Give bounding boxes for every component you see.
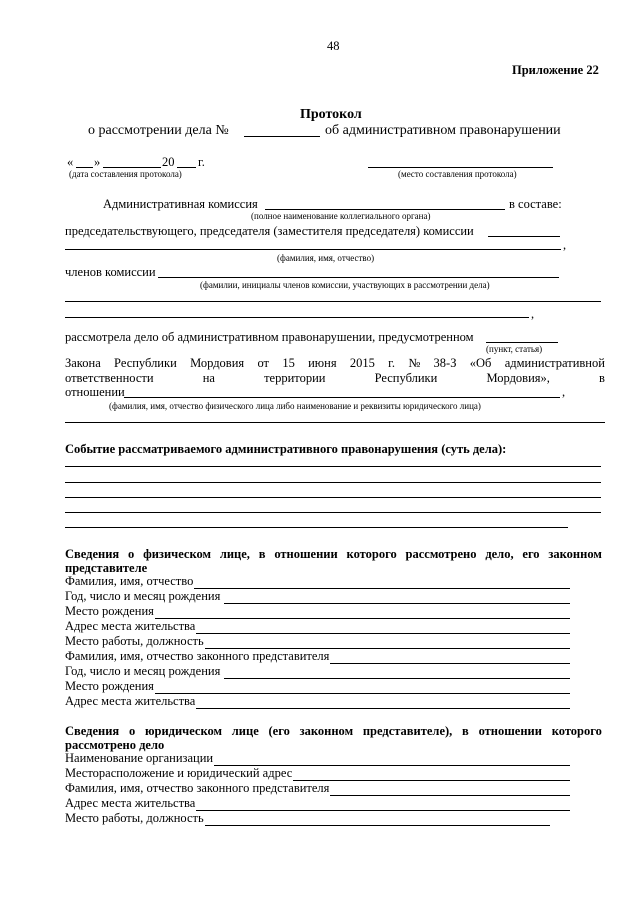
year-prefix: 20 xyxy=(162,155,175,169)
members-field-2[interactable] xyxy=(65,301,601,302)
year-suffix: г. xyxy=(198,155,205,169)
field-label: Год, число и месяц рождения xyxy=(65,589,221,603)
ind-rep-birth-place-row xyxy=(65,679,570,694)
chair-label: председательствующего, председателя (заместителя председателя) комиссии xyxy=(65,224,474,238)
legal-rep-name-row xyxy=(65,781,570,796)
ind-full-name-field[interactable] xyxy=(194,576,570,589)
law-line: Закона Республики Мордовия от 15 июня 2015 г. № 38-З «Об административной xyxy=(65,356,605,370)
page-number: 48 xyxy=(327,39,340,53)
person-field[interactable] xyxy=(124,385,560,398)
field-label: Место рождения xyxy=(65,604,154,618)
ind-birth-place-row xyxy=(65,604,570,619)
ind-rep-name-field[interactable] xyxy=(330,651,570,664)
ind-rep-birth-place-field[interactable] xyxy=(155,681,570,694)
regarding-label: отношении xyxy=(65,385,125,399)
ind-full-name-row xyxy=(65,574,570,589)
close-quote: » xyxy=(94,155,101,169)
legal-heading-2: рассмотрено дело xyxy=(65,738,165,752)
ind-rep-birth-date-row xyxy=(65,664,570,679)
legal-org-name-field[interactable] xyxy=(214,753,570,766)
article-field[interactable] xyxy=(486,330,558,343)
members-label: членов комиссии xyxy=(65,265,156,279)
appendix-label: Приложение 22 xyxy=(512,63,599,77)
chair-caption: (фамилия, имя, отчество) xyxy=(277,253,375,263)
ind-birth-date-row xyxy=(65,589,570,604)
person-comma: , xyxy=(562,385,566,399)
chair-field-cont[interactable] xyxy=(65,249,561,250)
event-line-1[interactable] xyxy=(65,466,601,467)
legal-heading: Сведения о юридическом лице (его законном представителе), в отношении которого xyxy=(65,724,602,738)
case-number-field[interactable] xyxy=(244,124,320,137)
day-field[interactable] xyxy=(76,155,93,168)
field-label: Фамилия, имя, отчество законного представителя xyxy=(65,781,330,795)
ind-address-field[interactable] xyxy=(196,621,570,634)
commission-name-field[interactable] xyxy=(265,197,505,210)
field-label: Наименование организации xyxy=(65,751,214,765)
point-caption: (пункт, статья) xyxy=(486,344,543,354)
page-title: Протокол xyxy=(300,107,362,122)
ind-rep-birth-date-field[interactable] xyxy=(224,666,570,679)
field-label: Адрес места жительства xyxy=(65,619,196,633)
individual-heading: Сведения о физическом лице, в отношении которого рассмотрено дело, его законном xyxy=(65,547,602,561)
considered-text: рассмотрела дело об административном правонарушении, предусмотренном xyxy=(65,330,474,344)
field-label: Адрес места жительства xyxy=(65,796,196,810)
ind-work-field[interactable] xyxy=(205,636,570,649)
legal-rep-work-row xyxy=(65,811,550,826)
ind-birth-date-field[interactable] xyxy=(224,591,570,604)
event-line-3[interactable] xyxy=(65,497,601,498)
chair-comma: , xyxy=(563,238,567,252)
open-quote: « xyxy=(67,155,74,169)
year-field[interactable] xyxy=(177,155,196,168)
legal-rep-address-row xyxy=(65,796,570,811)
field-label: Место работы, должность xyxy=(65,634,204,648)
person-field-2[interactable] xyxy=(65,422,605,423)
subtitle-prefix: о рассмотрении дела № xyxy=(88,123,229,138)
commission-label: Административная комиссия xyxy=(103,197,258,211)
field-label: Место работы, должность xyxy=(65,811,204,825)
place-field[interactable] xyxy=(368,167,553,168)
members-caption: (фамилии, инициалы членов комиссии, участвующих в рассмотрении дела) xyxy=(200,280,490,290)
legal-rep-work-field[interactable] xyxy=(205,813,550,826)
month-field[interactable] xyxy=(103,155,161,168)
chair-field[interactable] xyxy=(488,224,560,237)
law-line-2: ответственности на территории Республики Мордовия», в xyxy=(65,371,605,385)
event-line-5[interactable] xyxy=(65,527,568,528)
members-field-3[interactable] xyxy=(65,317,529,318)
field-label: Год, число и месяц рождения xyxy=(65,664,221,678)
field-label: Фамилия, имя, отчество законного представителя xyxy=(65,649,330,663)
commission-caption: (полное наименование коллегиального органа) xyxy=(251,211,431,221)
person-caption: (фамилия, имя, отчество физического лица либо наименование и реквизиты юридического лица) xyxy=(109,401,481,411)
commission-suffix: в составе: xyxy=(509,197,562,211)
field-label: Фамилия, имя, отчество xyxy=(65,574,194,588)
field-label: Место рождения xyxy=(65,679,154,693)
legal-rep-address-field[interactable] xyxy=(196,798,570,811)
legal-address-row xyxy=(65,766,570,781)
ind-birth-place-field[interactable] xyxy=(155,606,570,619)
subtitle-suffix: об административном правонарушении xyxy=(325,123,561,138)
field-label: Месторасположение и юридический адрес xyxy=(65,766,293,780)
legal-address-field[interactable] xyxy=(293,768,570,781)
event-line-2[interactable] xyxy=(65,482,601,483)
ind-work-row xyxy=(65,634,570,649)
legal-rep-name-field[interactable] xyxy=(330,783,570,796)
members-comma: , xyxy=(531,307,535,321)
event-line-4[interactable] xyxy=(65,512,601,513)
members-field[interactable] xyxy=(158,265,559,278)
ind-address-row xyxy=(65,619,570,634)
field-label: Адрес места жительства xyxy=(65,694,196,708)
individual-heading-2: представителе xyxy=(65,561,148,575)
ind-rep-address-field[interactable] xyxy=(196,696,570,709)
event-heading: Событие рассматриваемого административного правонарушения (суть дела): xyxy=(65,442,507,456)
ind-rep-address-row xyxy=(65,694,570,709)
date-caption: (дата составления протокола) xyxy=(69,169,182,179)
ind-rep-name-row xyxy=(65,649,570,664)
place-caption: (место составления протокола) xyxy=(398,169,517,179)
legal-org-name-row xyxy=(65,751,570,766)
